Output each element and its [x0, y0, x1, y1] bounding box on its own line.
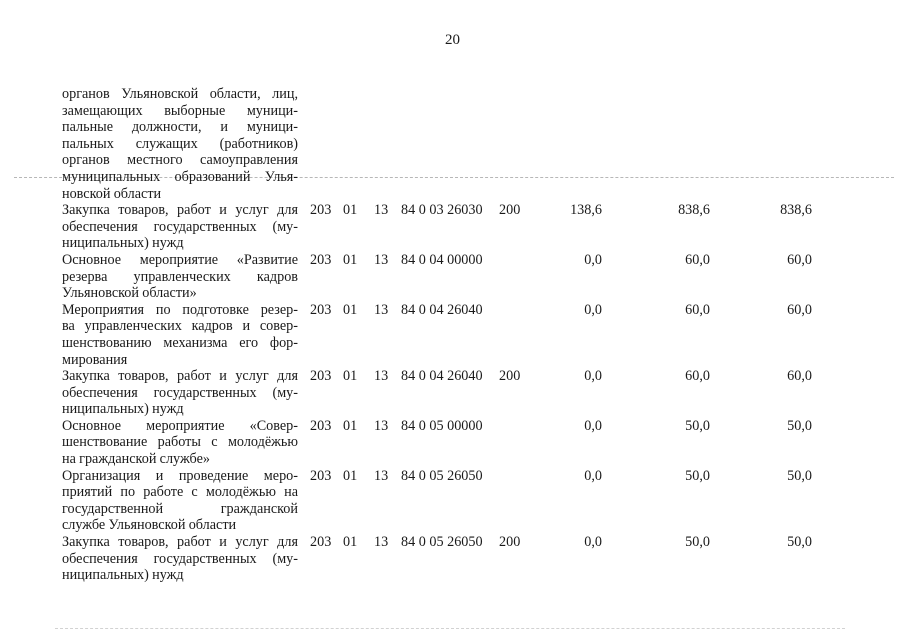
section-code-cell: 01 [343, 467, 358, 484]
row-name [62, 418, 298, 468]
ministry-code-cell: 203 [310, 534, 332, 551]
amount-year1-cell: 138,6 [570, 202, 602, 219]
row-name-line: приятий по работе с молодёжью на [62, 484, 298, 501]
table-row [62, 368, 862, 418]
row-name-line: шенствованию механизма его фор- [62, 334, 298, 351]
target-article-cell: 84 0 05 00000 [401, 417, 483, 434]
ministry-code-cell: 203 [310, 467, 332, 484]
scan-artifact-line-bottom [55, 628, 845, 629]
row-name [62, 202, 298, 252]
row-name-line: Организация и проведение меро- [62, 467, 298, 484]
section-code-cell: 01 [343, 534, 358, 551]
row-name-line: органов местного самоуправления [62, 152, 298, 169]
amount-year3-cell: 60,0 [787, 368, 812, 385]
ministry-code-cell: 203 [310, 202, 332, 219]
amount-year2-cell: 50,0 [685, 534, 710, 551]
amount-year3-cell: 60,0 [787, 251, 812, 268]
budget-table [62, 86, 862, 584]
expense-type-cell: 200 [499, 202, 521, 219]
row-name [62, 534, 298, 584]
subsection-code-cell: 13 [374, 534, 389, 551]
row-name [62, 86, 298, 202]
row-name-line: муниципальных образований Улья- [62, 168, 298, 185]
table-row [62, 468, 862, 534]
target-article-cell: 84 0 05 26050 [401, 534, 483, 551]
subsection-code-cell: 13 [374, 301, 389, 318]
section-code-cell: 01 [343, 202, 358, 219]
ministry-code-cell: 203 [310, 417, 332, 434]
amount-year1-cell: 0,0 [584, 301, 602, 318]
row-name-line: ва управленческих кадров и совер- [62, 318, 298, 335]
amount-year3-cell: 60,0 [787, 301, 812, 318]
ministry-code-cell: 203 [310, 251, 332, 268]
row-name-line: обеспечения государственных (му- [62, 218, 298, 235]
expense-type-cell: 200 [499, 368, 521, 385]
section-code-cell: 01 [343, 368, 358, 385]
row-name-line: Мероприятия по подготовке резер- [62, 301, 298, 318]
subsection-code-cell: 13 [374, 368, 389, 385]
table-row [62, 252, 862, 302]
subsection-code-cell: 13 [374, 202, 389, 219]
row-name-line: пальных служащих (работников) [62, 135, 298, 152]
table-row [62, 202, 862, 252]
table-row [62, 86, 862, 202]
amount-year1-cell: 0,0 [584, 368, 602, 385]
row-name-line: Основное мероприятие «Совер- [62, 417, 298, 434]
row-name-line: службе Ульяновской области [62, 517, 237, 534]
row-name-line: резерва управленческих кадров [62, 268, 298, 285]
ministry-code-cell: 203 [310, 301, 332, 318]
row-name-line: Закупка товаров, работ и услуг для [62, 368, 298, 385]
row-name-line: ниципальных) нужд [62, 235, 184, 252]
page-number: 20 [445, 32, 460, 48]
target-article-cell: 84 0 04 00000 [401, 251, 483, 268]
row-name-line: обеспечения государственных (му- [62, 384, 298, 401]
amount-year2-cell: 50,0 [685, 417, 710, 434]
amount-year1-cell: 0,0 [584, 251, 602, 268]
section-code-cell: 01 [343, 251, 358, 268]
target-article-cell: 84 0 04 26040 [401, 301, 483, 318]
row-name-line: замещающих выборные муници- [62, 102, 298, 119]
row-name-line: ниципальных) нужд [62, 401, 184, 418]
section-code-cell: 01 [343, 417, 358, 434]
target-article-cell: 84 0 04 26040 [401, 368, 483, 385]
expense-type-cell: 200 [499, 534, 521, 551]
row-name-line: Ульяновской области» [62, 285, 197, 302]
table-row [62, 534, 862, 584]
row-name [62, 252, 298, 302]
subsection-code-cell: 13 [374, 467, 389, 484]
amount-year2-cell: 838,6 [678, 202, 710, 219]
amount-year2-cell: 60,0 [685, 301, 710, 318]
row-name-line: органов Ульяновской области, лиц, [62, 86, 298, 102]
row-name-line: государственной гражданской [62, 500, 298, 517]
amount-year2-cell: 60,0 [685, 251, 710, 268]
subsection-code-cell: 13 [374, 251, 389, 268]
section-code-cell: 01 [343, 301, 358, 318]
row-name-line: шенствование работы с молодёжью [62, 434, 298, 451]
table-row [62, 302, 862, 368]
amount-year3-cell: 50,0 [787, 467, 812, 484]
ministry-code-cell: 203 [310, 368, 332, 385]
target-article-cell: 84 0 03 26030 [401, 202, 483, 219]
row-name-line: на гражданской службе» [62, 451, 210, 468]
amount-year3-cell: 50,0 [787, 534, 812, 551]
row-name [62, 468, 298, 534]
row-name-line: мирования [62, 351, 128, 368]
row-name-line: обеспечения государственных (му- [62, 550, 298, 567]
row-name [62, 302, 298, 368]
target-article-cell: 84 0 05 26050 [401, 467, 483, 484]
row-name-line: ниципальных) нужд [62, 567, 184, 584]
row-name [62, 368, 298, 418]
amount-year3-cell: 838,6 [780, 202, 812, 219]
row-name-line: Основное мероприятие «Развитие [62, 251, 298, 268]
amount-year1-cell: 0,0 [584, 467, 602, 484]
row-name-line: Закупка товаров, работ и услуг для [62, 534, 298, 551]
amount-year2-cell: 60,0 [685, 368, 710, 385]
row-name-line: новской области [62, 185, 162, 202]
row-name-line: Закупка товаров, работ и услуг для [62, 202, 298, 219]
table-row [62, 418, 862, 468]
amount-year2-cell: 50,0 [685, 467, 710, 484]
row-name-line: пальные должности, и муници- [62, 119, 298, 136]
amount-year1-cell: 0,0 [584, 417, 602, 434]
subsection-code-cell: 13 [374, 417, 389, 434]
amount-year1-cell: 0,0 [584, 534, 602, 551]
amount-year3-cell: 50,0 [787, 417, 812, 434]
